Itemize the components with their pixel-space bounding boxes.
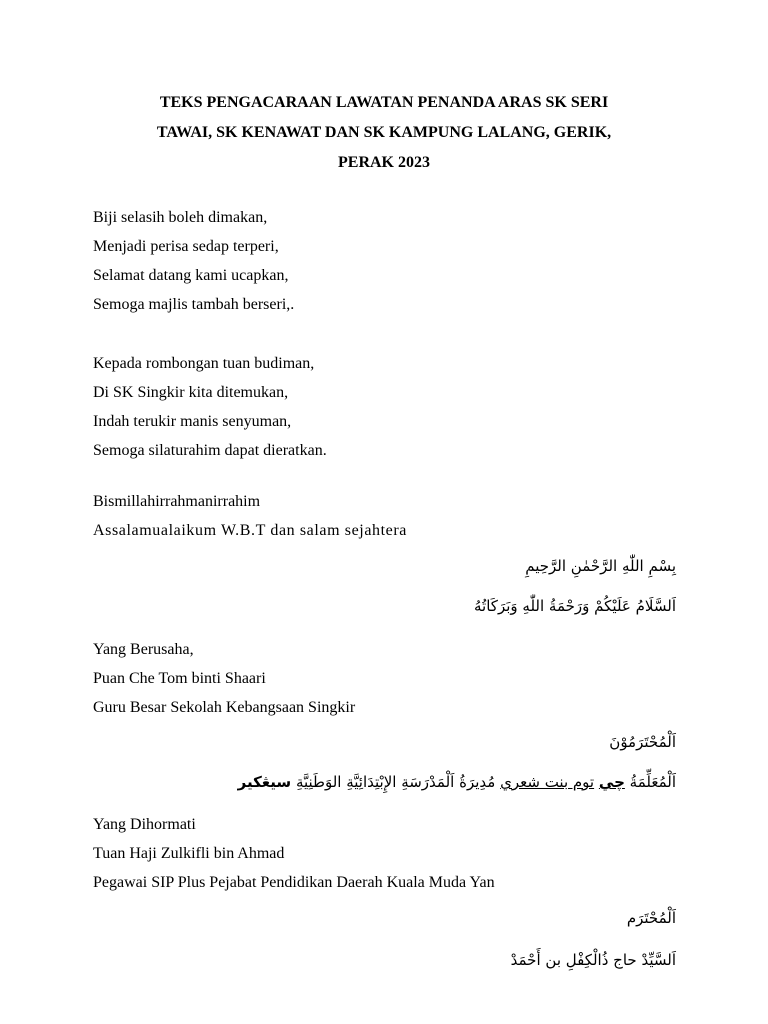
arabic-basmalah: بِسْمِ اللّٰهِ الرَّحْمٰنِ الرَّحِيمِ [525,557,676,575]
pantun-1-line-3: Selamat datang kami ucapkan, [93,267,289,284]
pantun-2-line-1: Kepada rombongan tuan budiman, [93,355,315,372]
guest-2-block [93,810,495,897]
pantun-1 [93,203,294,319]
guest-1-block [93,635,355,722]
guest-2-jawi-honorific: اَلْمُحْتَرَم [626,909,676,927]
pantun-2-line-2: Di SK Singkir kita ditemukan, [93,384,289,401]
pantun-2-line-3: Indah terukir manis senyuman, [93,413,292,430]
guest-1-jawi-prefix: اَلْمُعَلِّمَةُ [629,773,676,791]
guest-1-honorific: Yang Berusaha, [93,641,194,658]
guest-1-jawi-line [238,767,676,797]
title-line-3: PERAK 2023 [338,154,430,171]
pantun-2 [93,349,327,465]
guest-1-jawi-position: مُدِيرَةُ اَلْمَدْرَسَةِ الإِبْتِدَائِيَّةِ الوَطَنِيَّةِ [295,773,496,791]
title-line-1: TEKS PENGACARAAN LAWATAN PENANDA ARAS SK SERI [159,94,609,111]
greeting-bismillah: Bismillahirrahmanirrahim [93,493,261,510]
guest-2-jawi-name: اَلسَّيِّدْ حاج ذُالْكِفْلِ بن أَحْمَدْ [510,951,676,969]
guest-2-name: Tuan Haji Zulkifli bin Ahmad [93,845,285,862]
guest-1-position: Guru Besar Sekolah Kebangsaan Singkir [93,699,356,716]
document-title [100,88,668,178]
guest-1-jawi-name-part2: توم بنت شعري [500,773,595,791]
pantun-1-line-1: Biji selasih boleh dimakan, [93,209,268,226]
pantun-1-line-2: Menjadi perisa sedap terperi, [93,238,279,255]
guest-1-jawi-name-part1: چي [598,773,625,791]
guest-1-name: Puan Che Tom binti Shaari [93,670,266,687]
guest-2-honorific: Yang Dihormati [93,816,196,833]
greeting-block [93,487,407,545]
guest-1-jawi-school: سيڠكير [237,773,292,791]
pantun-2-line-4: Semoga silaturahim dapat dieratkan. [93,442,327,459]
greeting-salam: Assalamualaikum W.B.T dan salam sejahtera [93,522,408,539]
title-line-2: TAWAI, SK KENAWAT DAN SK KAMPUNG LALANG, GERIK, [156,124,612,141]
guest-1-jawi-honorific: اَلْمُحْتَرَمُوْنَ [609,733,676,751]
arabic-salam: اَلسَّلَامُ عَلَيْكُمْ وَرَحْمَةُ اللّٰهِ وَبَرَكَاتُهُ [474,597,676,615]
guest-2-position: Pegawai SIP Plus Pejabat Pendidikan Daerah Kuala Muda Yan [93,874,495,891]
pantun-1-line-4: Semoga majlis tambah berseri,. [93,296,295,313]
